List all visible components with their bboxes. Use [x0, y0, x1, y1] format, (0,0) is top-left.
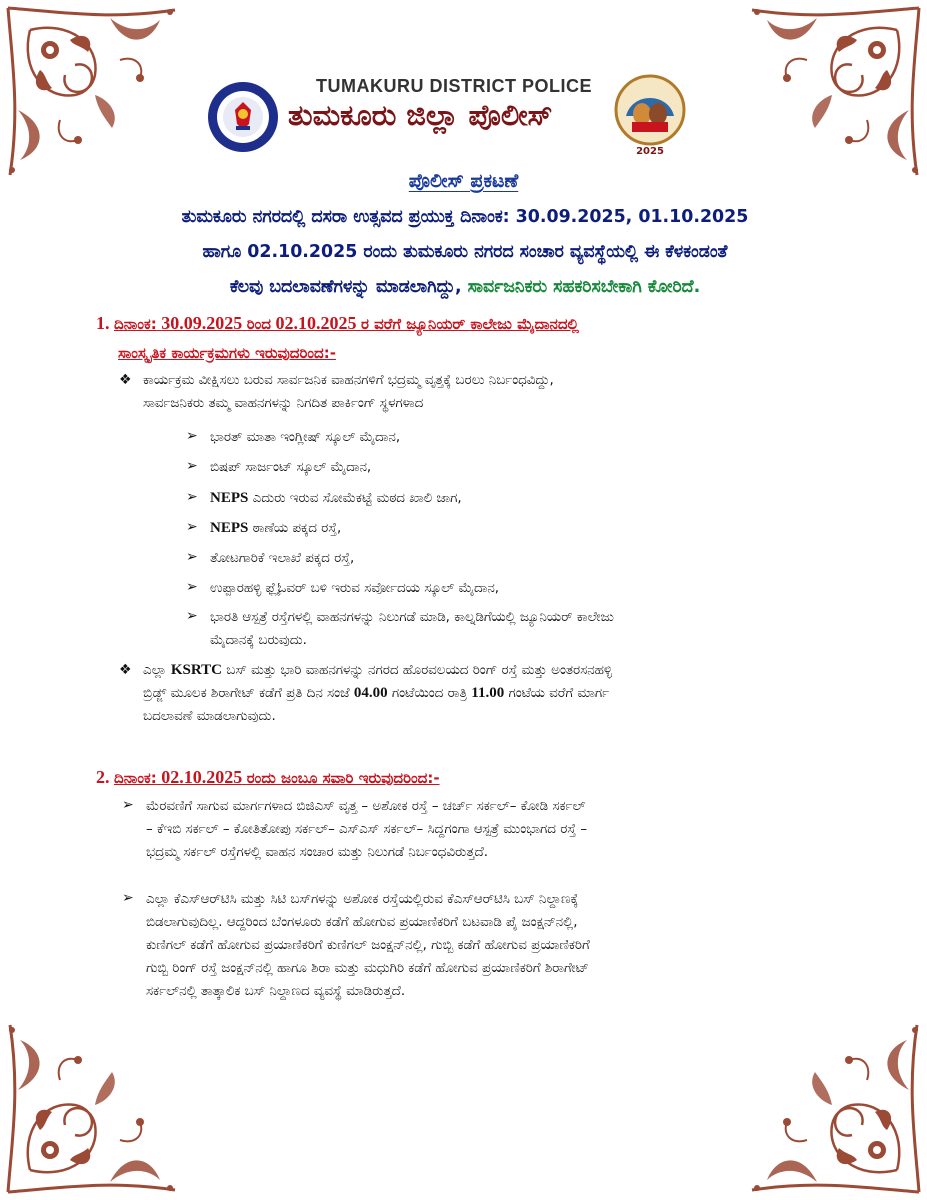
section-2-paragraph-1: ಮೆರವಣಿಗೆ ಸಾಗುವ ಮಾರ್ಗಗಳಾದ ಬಿಜಿಎಸ್ ವೃತ್ತ – ಅಶೋಕ ರಸ್ತೆ – ಚರ್ಚ್ ಸರ್ಕಲ್– ಕೋಡಿ ಸರ್ಕಲ್ – ಕೆಇಬಿ ಸರ್ಕಲ್ – ಕೋತಿತೋಪು ಸರ್ಕಲ್– ಎಸ್ಎಸ್ ಸರ್ಕಲ್– ಸಿದ್ದಗಂಗಾ ಆಸ್ಪತ್ರೆ ಮುಂಭಾಗದ ರಸ್ತೆ – ಭದ್ರಮ್ಮ ಸರ್ಕಲ್ ರಸ್ತೆಗಳಲ್ಲಿ ವಾಹನ ಸಂಚಾರ ಮತ್ತು ನಿಲುಗಡೆ ನಿರ್ಬಂಧವಿರುತ್ತದೆ.: [146, 799, 588, 860]
department-name-english: TUMAKURU DISTRICT POLICE: [316, 76, 592, 96]
arrow-bullet-icon: ➢: [186, 549, 198, 565]
arrow-bullet-icon: ➢: [122, 890, 134, 906]
list-item: ಭಾರತ್ ಮಾತಾ ಇಂಗ್ಲೀಷ್ ಸ್ಕೂಲ್ ಮೈದಾನ,: [210, 430, 401, 445]
list-item: NEPS ಎದುರು ಇರುವ ಸೋಮೆಕಟ್ಟೆ ಮಠದ ಖಾಲಿ ಜಾಗ,: [210, 490, 462, 506]
section-2-paragraph-2: ಎಲ್ಲಾ ಕೆಎಸ್ಆರ್‌ಟಿಸಿ ಮತ್ತು ಸಿಟಿ ಬಸ್‌ಗಳನ್ನು ಅಶೋಕ ರಸ್ತೆಯಲ್ಲಿರುವ ಕೆಎಸ್ಆರ್‌ಟಿಸಿ ಬಸ್ ನಿಲ್ದಾಣಕ್ಕೆ ಬಿಡಲಾಗುವುದಿಲ್ಲ. ಆದ್ದರಿಂದ ಬೆಂಗಳೂರು ಕಡೆಗೆ ಹೋಗುವ ಪ್ರಯಾಣಿಕರಿಗೆ ಬಟವಾಡಿ ಪೈ ಜಂಕ್ಷನ್‌ನಲ್ಲಿ, ಕುಣಿಗಲ್ ಕಡೆಗೆ ಹೋಗುವ ಪ್ರಯಾಣಿಕರಿಗೆ ಕುಣಿಗಲ್ ಜಂಕ್ಷನ್‌ನಲ್ಲಿ, ಗುಬ್ಬಿ ಕಡೆಗೆ ಹೋಗುವ ಪ್ರಯಾಣಿಕರಿಗೆ ಗುಬ್ಬಿ ರಿಂಗ್ ರಸ್ತೆ ಜಂಕ್ಷನ್‌ನಲ್ಲಿ ಹಾಗೂ ಶಿರಾ ಮತ್ತು ಮಧುಗಿರಿ ಕಡೆಗೆ ಹೋಗುವ ಪ್ರಯಾಣಿಕರಿಗೆ ಶಿರಾಗೇಟ್ ಸರ್ಕಲ್‌ನಲ್ಲಿ ತಾತ್ಕಾಲಿಕ ಬಸ್ ನಿಲ್ದಾಣದ ವ್ಯವಸ್ಥೆ ಮಾಡಿರುತ್ತದೆ.: [146, 892, 590, 999]
intro-line-3: ಕೆಲವು ಬದಲಾವಣೆಗಳನ್ನು ಮಾಡಲಾಗಿದ್ದು, ಸಾರ್ವಜನಿಕರು ಸಹಕರಿಸಬೇಕಾಗಿ ಕೋರಿದೆ.: [229, 277, 701, 297]
intro-line-2: ಹಾಗೂ 02.10.2025 ರಂದು ತುಮಕೂರು ನಗರದ ಸಂಚಾರ ವ್ಯವಸ್ಥೆಯಲ್ಲಿ ಈ ಕೆಳಕಂಡಂತೆ: [202, 242, 728, 262]
diamond-bullet-icon: ❖: [119, 662, 132, 678]
section-1-paragraph-2: ಎಲ್ಲಾ KSRTC ಬಸ್ ಮತ್ತು ಭಾರಿ ವಾಹನಗಳನ್ನು ನಗರದ ಹೊರವಲಯದ ರಿಂಗ್ ರಸ್ತೆ ಮತ್ತು ಅಂತರಸನಹಳ್ಳಿ ಬ್ರಿಡ್ಜ್ ಮೂಲಕ ಶಿರಾಗೇಟ್ ಕಡೆಗೆ ಪ್ರತಿ ದಿನ ಸಂಜೆ 04.00 ಗಂಟೆಯಿಂದ ರಾತ್ರಿ 11.00 ಗಂಟೆಯ ವರೆಗೆ ಮಾರ್ಗ ಬದಲಾವಣೆ ಮಾಡಲಾಗುವುದು.: [143, 662, 613, 724]
police-emblem-logo: [206, 80, 280, 154]
section-1-paragraph-1: ಕಾರ್ಯಕ್ರಮ ವೀಕ್ಷಿಸಲು ಬರುವ ಸಾರ್ವಜನಿಕ ವಾಹನಗಳಿಗೆ ಭದ್ರಮ್ಮ ವೃತ್ತಕ್ಕೆ ಬರಲು ನಿರ್ಬಂಧವಿದ್ದು, ಸಾರ್ವಜನಿಕರು ತಮ್ಮ ವಾಹನಗಳನ್ನು ನಿಗದಿತ ಪಾರ್ಕಿಂಗ್ ಸ್ಥಳಗಳಾದ: [143, 373, 554, 411]
corner-ornament-bottom-left: [0, 1010, 190, 1200]
arrow-bullet-icon: ➢: [186, 608, 198, 624]
arrow-bullet-icon: ➢: [186, 458, 198, 474]
arrow-bullet-icon: ➢: [186, 489, 198, 505]
section-1-heading-line-2: ಸಾಂಸ್ಕೃತಿಕ ಕಾರ್ಯಕ್ರಮಗಳು ಇರುವುದರಿಂದ:-: [118, 344, 336, 362]
arrow-bullet-icon: ➢: [186, 428, 198, 444]
intro-paragraph: [80, 200, 850, 305]
diamond-bullet-icon: ❖: [119, 372, 132, 388]
intro-line-1: ತುಮಕೂರು ನಗರದಲ್ಲಿ ದಸರಾ ಉತ್ಸವದ ಪ್ರಯುಕ್ತ ದಿನಾಂಕ: 30.09.2025, 01.10.2025: [181, 207, 749, 227]
arrow-bullet-icon: ➢: [122, 797, 134, 813]
list-item: ಭಾರತಿ ಆಸ್ಪತ್ರೆ ರಸ್ತೆಗಳಲ್ಲಿ ವಾಹನಗಳನ್ನು ನಿಲುಗಡೆ ಮಾಡಿ, ಕಾಲ್ನಡಿಗೆಯಲ್ಲಿ ಜ್ಯೂನಿಯರ್ ಕಾಲೇಜು ಮೈದಾನಕ್ಕೆ ಬರುವುದು.: [210, 610, 614, 648]
list-item: ಉಪ್ಪಾರಹಳ್ಳಿ ಫ್ಲೈಓವರ್ ಬಳಿ ಇರುವ ಸರ್ವೋದಯ ಸ್ಕೂಲ್ ಮೈದಾನ,: [210, 581, 500, 596]
arrow-bullet-icon: ➢: [186, 579, 198, 595]
dasara-2025-logo: [612, 70, 688, 162]
section-2-heading: 2. ದಿನಾಂಕ: 02.10.2025 ರಂದು ಜಂಬೂ ಸವಾರಿ ಇರುವುದರಿಂದ:-: [96, 767, 440, 787]
public-cooperation-request: ಸಾರ್ವಜನಿಕರು ಸಹಕರಿಸಬೇಕಾಗಿ ಕೋರಿದೆ.: [467, 277, 701, 297]
letterhead: [0, 62, 927, 157]
svg-text:2025: 2025: [636, 146, 664, 157]
list-item: ತೋಟಗಾರಿಕೆ ಇಲಾಖೆ ಪಕ್ಕದ ರಸ್ತೆ,: [210, 551, 355, 566]
corner-ornament-bottom-right: [737, 1010, 927, 1200]
list-item: ಬಿಷಪ್ ಸಾರ್ಜಂಟ್ ಸ್ಕೂಲ್ ಮೈದಾನ,: [210, 460, 372, 475]
notice-title: ಪೊಲೀಸ್ ಪ್ರಕಟಣೆ: [408, 170, 519, 192]
section-1-heading: 1. ದಿನಾಂಕ: 30.09.2025 ರಿಂದ 02.10.2025 ರ ವರೆಗೆ ಜ್ಯೂನಿಯರ್ ಕಾಲೇಜು ಮೈದಾನದಲ್ಲಿ: [96, 313, 579, 333]
department-name-kannada: ತುಮಕೂರು ಜಿಲ್ಲಾ ಪೊಲೀಸ್: [288, 98, 553, 132]
list-item: NEPS ಠಾಣೆಯ ಪಕ್ಕದ ರಸ್ತೆ,: [210, 520, 342, 536]
arrow-bullet-icon: ➢: [186, 519, 198, 535]
